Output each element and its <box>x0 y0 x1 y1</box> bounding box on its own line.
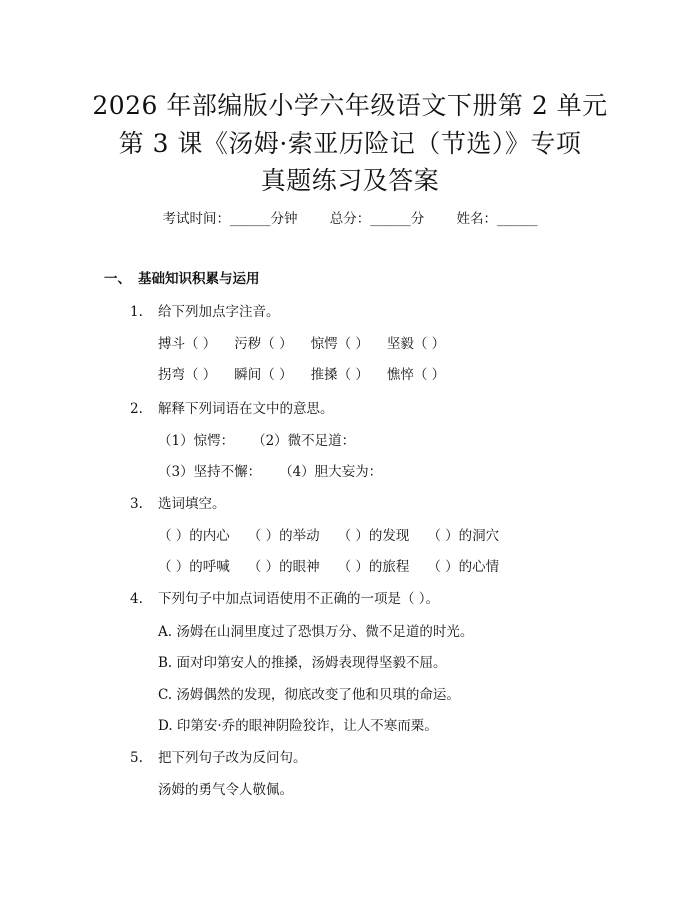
fill-item: （ ）的洞穴 <box>427 528 500 544</box>
pinyin-item: 污秽（ ） <box>234 336 293 352</box>
definition-item: （3）坚持不懈： <box>158 464 262 480</box>
question-number: 2. <box>130 401 143 417</box>
definition-item: （4）胆大妄为： <box>279 464 383 480</box>
definition-item: （2）微不足道： <box>252 433 356 449</box>
q2-row-2 <box>158 460 382 480</box>
q3-row-1 <box>158 524 499 544</box>
fill-item: （ ）的心情 <box>427 559 500 575</box>
pinyin-item: 憔悴（ ） <box>386 367 446 383</box>
q1-row-2 <box>158 363 445 383</box>
section-title: 基础知识积累与运用 <box>138 271 260 287</box>
question-number: 5. <box>130 750 143 766</box>
fill-item: （ ）的呼喊 <box>158 559 230 575</box>
q4-option-c: C. 汤姆偶然的发现，彻底改变了他和贝琪的命运。 <box>158 687 460 703</box>
fill-item: （ ）的内心 <box>158 528 230 544</box>
q1-row-1 <box>158 332 445 352</box>
pinyin-item: 瞬间（ ） <box>234 367 293 383</box>
pinyin-item: 坚毅（ ） <box>386 336 446 352</box>
pinyin-item: 惊愕（ ） <box>310 336 369 352</box>
pinyin-item: 搏斗（ ） <box>158 336 217 352</box>
question-number: 1. <box>130 304 143 320</box>
fill-item: （ ）的举动 <box>247 528 320 544</box>
fill-item: （ ）的旅程 <box>337 559 410 575</box>
question-1 <box>130 300 280 320</box>
q5-sentence: 汤姆的勇气令人敬佩。 <box>158 782 293 798</box>
fill-item: （ ）的发现 <box>337 528 410 544</box>
q2-row-1 <box>158 429 355 449</box>
pinyin-item: 拐弯（ ） <box>158 367 217 383</box>
question-number: 4. <box>130 591 143 607</box>
doc-title-line-2: 第 3 课《汤姆·索亚历险记（节选）》专项 <box>118 129 582 158</box>
q4-option-d: D. 印第安·乔的眼神阴险狡诈，让人不寒而栗。 <box>158 718 438 734</box>
exam-time: 考试时间：______分钟 <box>162 211 298 227</box>
exam-score: 总分：______分 <box>329 211 425 227</box>
q4-option-b: B. 面对印第安人的推搡，汤姆表现得坚毅不屈。 <box>158 655 447 671</box>
question-2 <box>130 397 334 417</box>
doc-title-line-3: 真题练习及答案 <box>260 166 440 195</box>
question-text: 下列句子中加点词语使用不正确的一项是（ ）。 <box>158 591 440 607</box>
question-text: 选词填空。 <box>158 496 226 512</box>
doc-title-line-1: 2026 年部编版小学六年级语文下册第 2 单元 <box>92 91 608 120</box>
q4-option-a: A. 汤姆在山洞里度过了恐惧万分、微不足道的时光。 <box>158 624 474 640</box>
student-name: 姓名：______ <box>456 211 538 227</box>
question-3 <box>130 492 226 512</box>
question-5 <box>130 746 307 766</box>
section-number: 一、 <box>104 271 131 287</box>
fill-item: （ ）的眼神 <box>247 559 320 575</box>
question-text: 给下列加点字注音。 <box>158 304 280 320</box>
exam-meta <box>0 207 700 227</box>
question-number: 3. <box>130 496 143 512</box>
pinyin-item: 推搡（ ） <box>310 367 369 383</box>
q3-row-2 <box>158 555 499 575</box>
definition-item: （1）惊愕： <box>158 433 235 449</box>
question-text: 把下列句子改为反问句。 <box>158 750 307 766</box>
question-4 <box>130 587 439 607</box>
question-text: 解释下列词语在文中的意思。 <box>158 401 334 417</box>
section-heading <box>104 267 260 287</box>
